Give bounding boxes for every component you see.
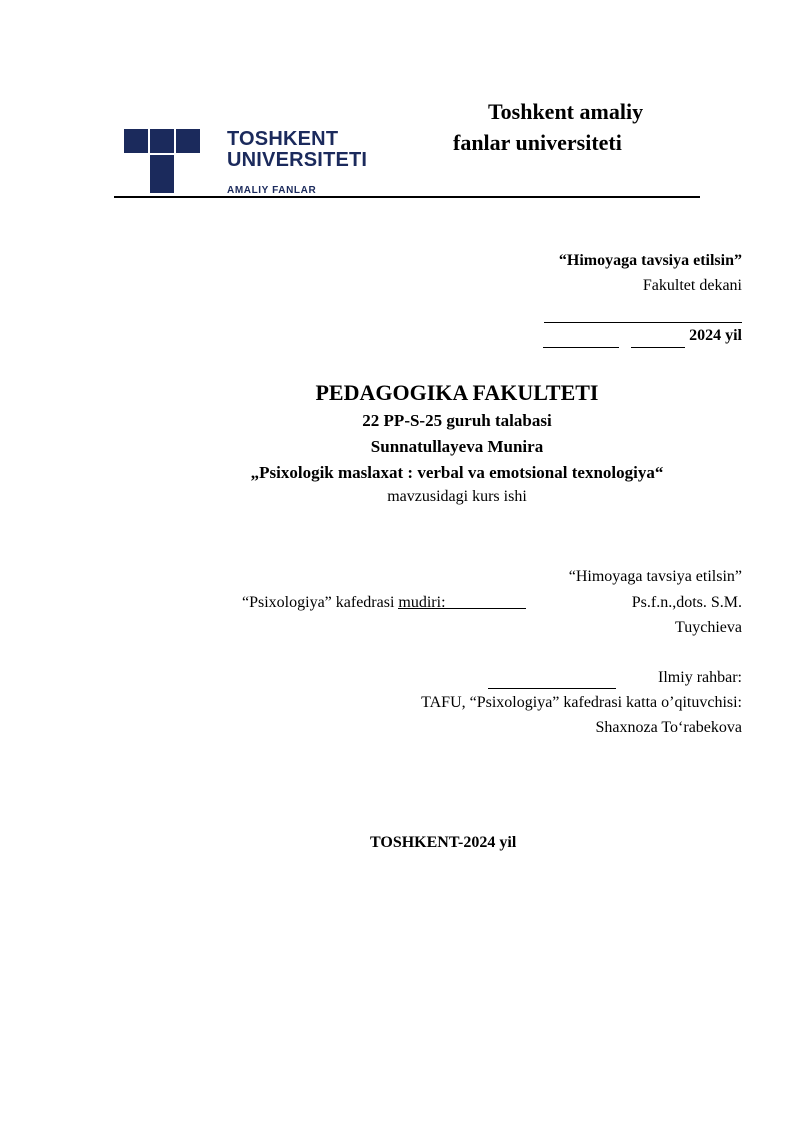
faculty-name: PEDAGOGIKA FAKULTETI xyxy=(315,380,599,405)
supervisor-role: TAFU, “Psixologiya” kafedrasi katta o’qituvchisi: xyxy=(421,694,742,711)
department-head-signature-line xyxy=(398,608,526,609)
student-name: Sunnatullayeva Munira xyxy=(370,437,544,456)
logo-text-line1: TOSHKENT xyxy=(227,128,339,150)
logo-square xyxy=(150,169,174,193)
course-work-type: mavzusidagi kurs ishi xyxy=(387,488,527,505)
supervisor-name: Shaxnoza To‘rabekova xyxy=(595,719,742,736)
department-head-label: “Psixologiya” kafedrasi mudiri: xyxy=(242,594,446,611)
department-head-name-line1: Ps.f.n.,dots. S.M. xyxy=(631,594,742,611)
department-head-name-line2: Tuychieva xyxy=(675,619,742,636)
logo-text-line3: AMALIY FANLAR xyxy=(227,185,317,196)
dean-approval-block xyxy=(442,248,742,348)
university-name xyxy=(440,96,680,158)
logo-square xyxy=(176,129,200,153)
approval-year: 2024 yil xyxy=(689,327,742,344)
city-year: TOSHKENT-2024 yil xyxy=(370,834,517,851)
logo-square xyxy=(124,129,148,153)
university-name-line2: fanlar universiteti xyxy=(453,130,622,155)
header-divider xyxy=(114,196,700,198)
title-block xyxy=(0,378,800,508)
student-group: 22 PP-S-25 guruh talabasi xyxy=(362,411,552,430)
course-work-topic: „Psixologik maslaxat : verbal va emotsional texnologiya“ xyxy=(250,463,664,482)
department-approval-title: “Himoyaga tavsiya etilsin” xyxy=(568,568,742,585)
supervisor-label: Ilmiy rahbar: xyxy=(658,669,742,686)
dean-signature-line xyxy=(442,298,742,323)
dean-approval-title: “Himoyaga tavsiya etilsin” xyxy=(558,252,742,269)
logo-text-line2: UNIVERSITETI xyxy=(227,149,368,171)
university-logo xyxy=(124,128,368,197)
dean-role: Fakultet dekani xyxy=(642,277,742,294)
supervisor-signature-line xyxy=(488,688,616,689)
logo-square xyxy=(150,129,174,153)
date-line xyxy=(442,323,742,348)
university-name-line1: Toshkent amaliy xyxy=(488,99,644,124)
